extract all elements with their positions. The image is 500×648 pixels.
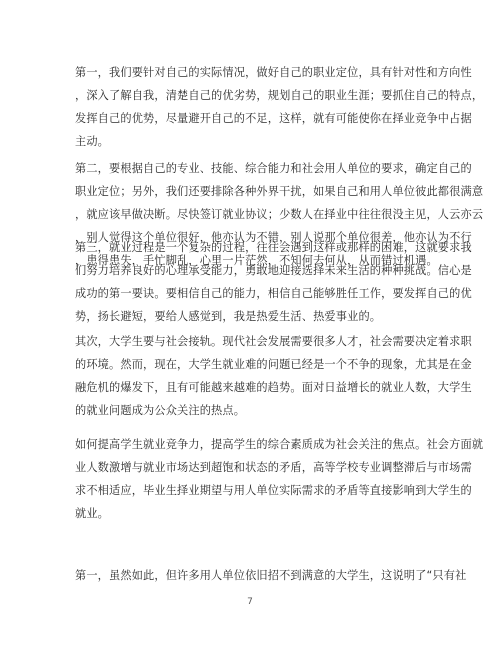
- text-line: ，患得患失，手忙脚乱，心里一片茫然，不知何去何从，从而错过机遇。: [75, 254, 438, 267]
- paragraph-1: [75, 61, 484, 153]
- paragraph-5: [75, 433, 484, 525]
- text-line: 们努力培养良好的心理承受能力，勇敢地迎接选择未来生活的种种挑战。信心是: [75, 264, 472, 277]
- text-line: 的就业问题成为公众关注的热点。: [75, 404, 246, 417]
- paragraph-4: [75, 330, 472, 422]
- text-line: 的环境。然而，现在，大学生就业难的问题已经是一个不争的现象，尤其是在金: [75, 358, 472, 371]
- text-line: 成功的第一要诀。要相信自己的能力，相信自己能够胜任工作，要发挥自己的优: [75, 287, 472, 300]
- text-line: 第二，要根据自己的专业、技能、综合能力和社会用人单位的要求，确定自己的: [75, 162, 472, 175]
- page-number: 7: [247, 597, 253, 607]
- text-line: 求不相适应，毕业生择业期望与用人单位实际需求的矛盾等直接影响到大学生的: [75, 484, 472, 497]
- text-line: 第一，虽然如此，但许多用人单位依旧招不到满意的大学生，这说明了“只有社: [75, 569, 467, 582]
- paragraph-3: [75, 236, 472, 328]
- text-line: ，就应该早做决断。尽快签订就业协议；少数人在择业中往往很没主见，人云亦云: [75, 208, 484, 221]
- text-line: 发挥自己的优势，尽量避开自己的不足，这样，就有可能使你在择业竞争中占据: [75, 112, 472, 125]
- text-line: 职业定位；另外，我们还要排除各种外界干扰，如果自己和用人单位彼此都很满意: [75, 185, 484, 198]
- text-line: 融危机的爆发下，且有可能越来越难的趋势。面对日益增长的就业人数，大学生: [75, 381, 472, 394]
- text-line: ，别人觉得这个单位很好，他亦认为不错，别人说那个单位很差，他亦认为不行: [75, 231, 472, 244]
- text-line: 就业。: [75, 507, 110, 520]
- text-line: ，深入了解自我，清楚自己的优劣势，规划自己的职业生涯；要抓住自己的特点，: [75, 89, 484, 102]
- text-line: 第三，就业过程是一个复杂的过程，往往会遇到这样或那样的困难，这就要求我: [75, 241, 472, 254]
- text-line: 第一，我们要针对自己的实际情况，做好自己的职业定位，具有针对性和方向性: [75, 66, 472, 79]
- text-line: 业人数激增与就业市场达到超饱和状态的矛盾，高等学校专业调整滞后与市场需: [75, 461, 472, 474]
- text-line: 如何提高学生就业竞争力，提高学生的综合素质成为社会关注的焦点。社会方面就: [75, 438, 484, 451]
- paragraph-6: [75, 564, 467, 587]
- text-line: 主动。: [75, 135, 110, 148]
- text-line: 其次，大学生要与社会接轨。现代社会发展需要很多人才，社会需要决定着求职: [75, 335, 472, 348]
- text-line: 势，扬长避短，要给人感觉到，我是热爱生活、热爱事业的。: [75, 310, 382, 323]
